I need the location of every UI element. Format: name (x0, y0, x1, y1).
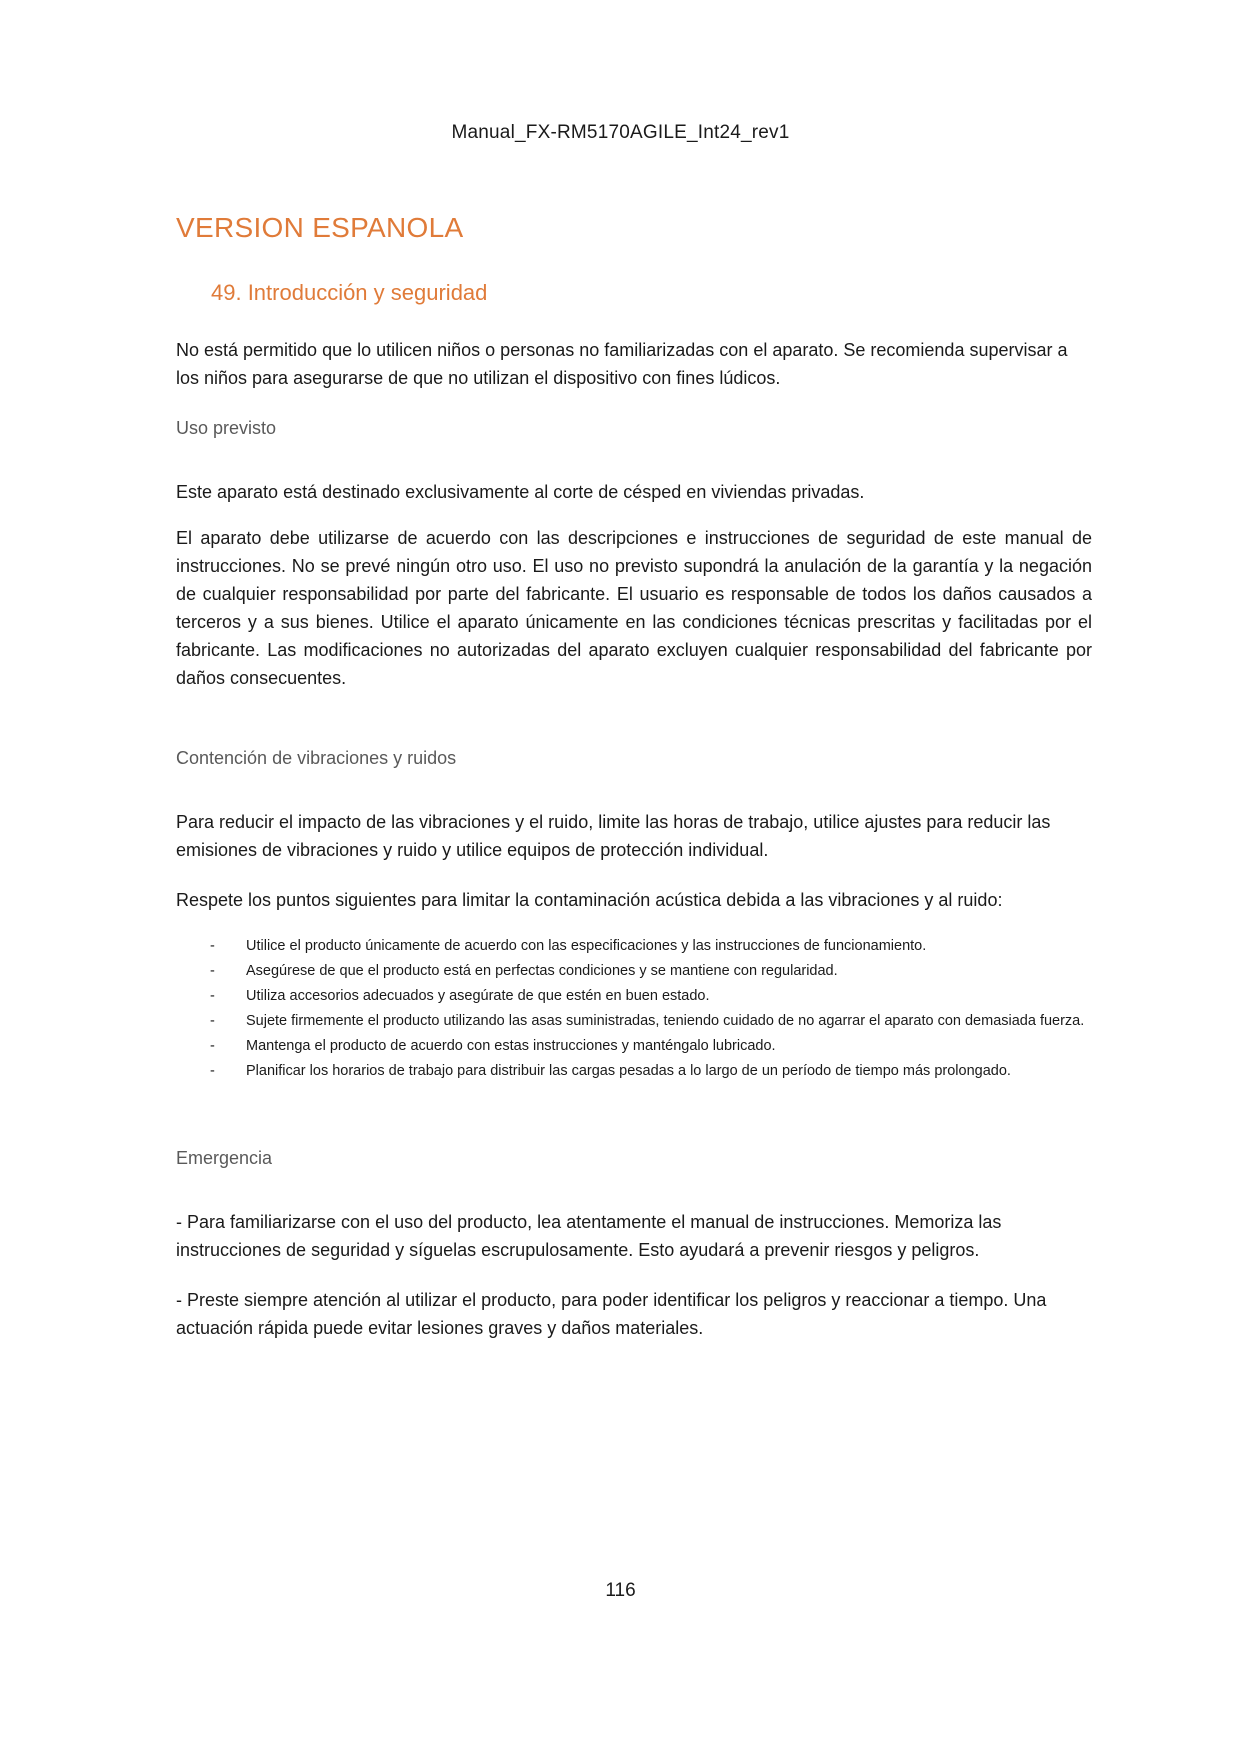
page-content (176, 212, 1092, 1342)
subheading-vibraciones: Contención de vibraciones y ruidos (176, 748, 457, 768)
bullet-dash: - (210, 988, 215, 1004)
emergencia-paragraph-1: - Para familiarizarse con el uso del producto, lea atentamente el manual de instrucciones. Memoriza las instrucciones de seguridad y síguelas escrupulosamente. Esto ayudará a prevenir riesgos y peligros. (176, 1212, 1002, 1260)
list-item: - Asegúrese de que el producto está en perfectas condiciones y se mantiene con regularidad. (176, 959, 1092, 984)
list-item: - Utiliza accesorios adecuados y asegúrate de que estén en buen estado. (176, 984, 1092, 1009)
list-item: - Mantenga el producto de acuerdo con estas instrucciones y manténgalo lubricado. (176, 1034, 1092, 1059)
bullet-dash: - (210, 938, 215, 954)
subheading-uso-previsto: Uso previsto (176, 418, 277, 438)
intro-paragraph: No está permitido que lo utilicen niños o personas no familiarizadas con el aparato. Se recomienda supervisar a los niños para asegurarse de que no utilizan el dispositivo con fines lúdicos. (176, 340, 1068, 388)
list-item: - Utilice el producto únicamente de acuerdo con las especificaciones y las instrucciones de funcionamiento. (176, 934, 1092, 959)
vibraciones-bullet-list (176, 934, 1092, 1084)
subheading-emergencia: Emergencia (176, 1148, 273, 1168)
running-header: Manual_FX-RM5170AGILE_Int24_rev1 (451, 122, 790, 143)
uso-previsto-paragraph-2: El aparato debe utilizarse de acuerdo con las descripciones e instrucciones de seguridad de este manual de instrucciones. No se prevé ningún otro uso. El uso no previsto supondrá la anulación de la garantía y la negación de cualquier responsabilidad por parte del fabricante. El usuario es responsable de todos los daños causados a terceros y a sus bienes. Utilice el aparato únicamente en las condiciones técnicas prescritas y facilitadas por el fabricante. Las modificaciones no autorizadas del aparato excluyen cualquier responsabilidad del fabricante por daños consecuentes. (176, 528, 1092, 688)
vibraciones-paragraph-2: Respete los puntos siguientes para limitar la contaminación acústica debida a las vibraciones y al ruido: (176, 890, 1003, 910)
language-heading: VERSION ESPANOLA (176, 212, 464, 243)
section-title: 49. Introducción y seguridad (211, 280, 488, 305)
vibraciones-paragraph-1: Para reducir el impacto de las vibraciones y el ruido, limite las horas de trabajo, utilice ajustes para reducir las emisiones de vibraciones y ruido y utilice equipos de protección individual. (176, 812, 1051, 860)
bullet-dash: - (210, 963, 215, 979)
bullet-dash: - (210, 1013, 215, 1029)
bullet-dash: - (210, 1063, 215, 1079)
bullet-dash: - (210, 1038, 215, 1054)
page-number: 116 (605, 1580, 636, 1601)
uso-previsto-paragraph-1: Este aparato está destinado exclusivamente al corte de césped en viviendas privadas. (176, 482, 865, 502)
emergencia-paragraph-2: - Preste siempre atención al utilizar el producto, para poder identificar los peligros y reaccionar a tiempo. Una actuación rápida puede evitar lesiones graves y daños materiales. (176, 1290, 1047, 1338)
list-item: - Planificar los horarios de trabajo para distribuir las cargas pesadas a lo largo de un período de tiempo más prolongado. (176, 1059, 1092, 1084)
list-item: - Sujete firmemente el producto utilizando las asas suministradas, teniendo cuidado de no agarrar el aparato con demasiada fuerza. (176, 1009, 1092, 1034)
